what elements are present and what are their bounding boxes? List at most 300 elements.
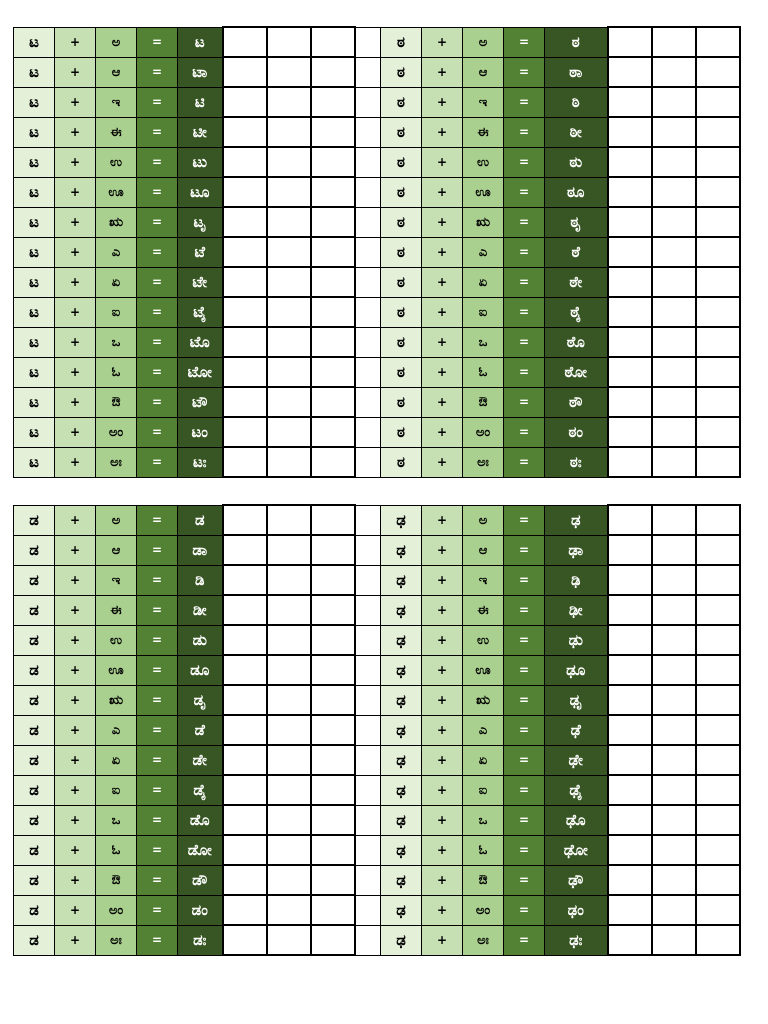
practice-box[interactable]	[652, 117, 696, 147]
practice-box[interactable]	[608, 87, 652, 117]
practice-box[interactable]	[652, 595, 696, 625]
practice-box[interactable]	[311, 655, 355, 685]
practice-box[interactable]	[223, 117, 267, 147]
equals-sign: =	[504, 685, 545, 715]
practice-box[interactable]	[652, 565, 696, 595]
practice-box[interactable]	[311, 177, 355, 207]
practice-box[interactable]	[608, 865, 652, 895]
plus-sign: +	[55, 565, 96, 595]
practice-box[interactable]	[311, 745, 355, 775]
result-cell: ಟೀ	[178, 117, 223, 147]
practice-box[interactable]	[608, 447, 652, 477]
result-cell: ಠಿ	[545, 87, 608, 117]
practice-box[interactable]	[223, 625, 267, 655]
practice-box[interactable]	[311, 447, 355, 477]
practice-box[interactable]	[696, 655, 740, 685]
vowel-cell: ಐ	[463, 775, 504, 805]
consonant-cell: ಟ	[14, 237, 55, 267]
practice-box[interactable]	[652, 177, 696, 207]
practice-box[interactable]	[608, 237, 652, 267]
practice-box[interactable]	[696, 505, 740, 535]
plus-sign: +	[55, 595, 96, 625]
practice-box[interactable]	[311, 835, 355, 865]
consonant-cell: ಠ	[381, 237, 422, 267]
practice-box[interactable]	[652, 655, 696, 685]
practice-box[interactable]	[311, 625, 355, 655]
vowel-cell: ಏ	[463, 745, 504, 775]
practice-box[interactable]	[267, 655, 311, 685]
plus-sign: +	[55, 417, 96, 447]
practice-box[interactable]	[696, 27, 740, 57]
table-row	[14, 57, 740, 87]
practice-box[interactable]	[223, 237, 267, 267]
practice-box[interactable]	[311, 535, 355, 565]
practice-box[interactable]	[267, 297, 311, 327]
practice-box[interactable]	[608, 417, 652, 447]
equals-sign: =	[137, 297, 178, 327]
plus-sign: +	[422, 835, 463, 865]
practice-box[interactable]	[696, 565, 740, 595]
practice-box[interactable]	[696, 387, 740, 417]
vowel-cell: ಔ	[96, 865, 137, 895]
practice-box[interactable]	[267, 27, 311, 57]
practice-box[interactable]	[311, 267, 355, 297]
practice-box[interactable]	[311, 595, 355, 625]
vowel-cell: ಈ	[463, 595, 504, 625]
column-gap	[355, 925, 381, 955]
practice-box[interactable]	[652, 297, 696, 327]
plus-sign: +	[55, 147, 96, 177]
practice-box[interactable]	[696, 895, 740, 925]
practice-box[interactable]	[696, 357, 740, 387]
plus-sign: +	[422, 297, 463, 327]
practice-box[interactable]	[652, 865, 696, 895]
practice-box[interactable]	[608, 655, 652, 685]
table-row	[14, 417, 740, 447]
barakhadi-table-bottom	[13, 504, 741, 956]
table-row	[14, 447, 740, 477]
practice-box[interactable]	[696, 267, 740, 297]
practice-box[interactable]	[696, 805, 740, 835]
column-gap	[355, 387, 381, 417]
column-gap	[355, 745, 381, 775]
practice-box[interactable]	[311, 27, 355, 57]
practice-box[interactable]	[311, 775, 355, 805]
practice-box[interactable]	[223, 447, 267, 477]
practice-box[interactable]	[311, 297, 355, 327]
equals-sign: =	[504, 57, 545, 87]
vowel-cell: ಆ	[463, 535, 504, 565]
result-cell: ಡ	[178, 505, 223, 535]
practice-box[interactable]	[223, 865, 267, 895]
practice-box[interactable]	[311, 117, 355, 147]
result-cell: ಠೇ	[545, 267, 608, 297]
practice-box[interactable]	[267, 715, 311, 745]
column-gap	[355, 207, 381, 237]
practice-box[interactable]	[696, 87, 740, 117]
practice-box[interactable]	[696, 447, 740, 477]
vowel-cell: ಓ	[96, 835, 137, 865]
practice-box[interactable]	[608, 835, 652, 865]
table-row	[14, 357, 740, 387]
practice-box[interactable]	[652, 417, 696, 447]
practice-box[interactable]	[311, 147, 355, 177]
practice-box[interactable]	[267, 835, 311, 865]
plus-sign: +	[55, 237, 96, 267]
plus-sign: +	[55, 805, 96, 835]
practice-box[interactable]	[267, 237, 311, 267]
column-gap	[355, 865, 381, 895]
equals-sign: =	[137, 715, 178, 745]
practice-box[interactable]	[608, 57, 652, 87]
practice-box[interactable]	[652, 535, 696, 565]
practice-box[interactable]	[696, 715, 740, 745]
practice-box[interactable]	[267, 565, 311, 595]
consonant-cell: ಢ	[381, 685, 422, 715]
practice-box[interactable]	[652, 505, 696, 535]
practice-box[interactable]	[267, 267, 311, 297]
result-cell: ಟು	[178, 147, 223, 177]
result-cell: ಡಾ	[178, 535, 223, 565]
practice-box[interactable]	[223, 297, 267, 327]
practice-box[interactable]	[608, 147, 652, 177]
practice-box[interactable]	[652, 775, 696, 805]
practice-box[interactable]	[311, 327, 355, 357]
practice-box[interactable]	[311, 865, 355, 895]
practice-box[interactable]	[267, 625, 311, 655]
practice-box[interactable]	[311, 565, 355, 595]
equals-sign: =	[504, 715, 545, 745]
column-gap	[355, 117, 381, 147]
vowel-cell: ಉ	[96, 625, 137, 655]
practice-box[interactable]	[267, 745, 311, 775]
result-cell: ಟೋ	[178, 357, 223, 387]
plus-sign: +	[55, 535, 96, 565]
table-row	[14, 895, 740, 925]
practice-box[interactable]	[608, 207, 652, 237]
result-cell: ಢೌ	[545, 865, 608, 895]
result-cell: ಡೋ	[178, 835, 223, 865]
equals-sign: =	[504, 447, 545, 477]
result-cell: ಡು	[178, 625, 223, 655]
practice-box[interactable]	[311, 805, 355, 835]
practice-box[interactable]	[696, 745, 740, 775]
equals-sign: =	[137, 655, 178, 685]
practice-box[interactable]	[311, 685, 355, 715]
plus-sign: +	[55, 895, 96, 925]
practice-box[interactable]	[652, 715, 696, 745]
practice-box[interactable]	[696, 57, 740, 87]
practice-box[interactable]	[696, 147, 740, 177]
practice-box[interactable]	[652, 745, 696, 775]
equals-sign: =	[504, 535, 545, 565]
table-row	[14, 267, 740, 297]
vowel-cell: ಋ	[463, 207, 504, 237]
practice-box[interactable]	[608, 805, 652, 835]
practice-box[interactable]	[652, 57, 696, 87]
practice-box[interactable]	[223, 417, 267, 447]
practice-box[interactable]	[311, 387, 355, 417]
result-cell: ಡಃ	[178, 925, 223, 955]
plus-sign: +	[422, 805, 463, 835]
practice-box[interactable]	[608, 505, 652, 535]
practice-box[interactable]	[267, 387, 311, 417]
equals-sign: =	[137, 925, 178, 955]
practice-box[interactable]	[223, 655, 267, 685]
plus-sign: +	[422, 685, 463, 715]
practice-box[interactable]	[267, 177, 311, 207]
vowel-cell: ಏ	[463, 267, 504, 297]
vowel-cell: ಉ	[463, 625, 504, 655]
practice-box[interactable]	[267, 87, 311, 117]
practice-box[interactable]	[267, 685, 311, 715]
practice-box[interactable]	[311, 357, 355, 387]
column-gap	[355, 715, 381, 745]
practice-box[interactable]	[608, 27, 652, 57]
practice-box[interactable]	[267, 895, 311, 925]
plus-sign: +	[422, 147, 463, 177]
vowel-cell: ಏ	[96, 745, 137, 775]
consonant-cell: ಡ	[14, 535, 55, 565]
practice-box[interactable]	[608, 925, 652, 955]
result-cell: ಢೇ	[545, 745, 608, 775]
practice-box[interactable]	[608, 745, 652, 775]
vowel-cell: ಒ	[96, 327, 137, 357]
consonant-cell: ಡ	[14, 895, 55, 925]
plus-sign: +	[422, 447, 463, 477]
practice-box[interactable]	[223, 207, 267, 237]
practice-box[interactable]	[267, 865, 311, 895]
practice-box[interactable]	[267, 417, 311, 447]
practice-box[interactable]	[223, 745, 267, 775]
column-gap	[355, 417, 381, 447]
practice-box[interactable]	[696, 865, 740, 895]
practice-box[interactable]	[267, 447, 311, 477]
practice-box[interactable]	[652, 147, 696, 177]
practice-box[interactable]	[223, 505, 267, 535]
practice-box[interactable]	[223, 27, 267, 57]
practice-box[interactable]	[608, 775, 652, 805]
plus-sign: +	[422, 27, 463, 57]
practice-box[interactable]	[608, 595, 652, 625]
equals-sign: =	[504, 925, 545, 955]
practice-box[interactable]	[696, 625, 740, 655]
practice-box[interactable]	[267, 805, 311, 835]
practice-box[interactable]	[696, 535, 740, 565]
practice-box[interactable]	[608, 297, 652, 327]
practice-box[interactable]	[608, 625, 652, 655]
practice-box[interactable]	[223, 327, 267, 357]
vowel-cell: ಈ	[463, 117, 504, 147]
practice-box[interactable]	[608, 387, 652, 417]
practice-box[interactable]	[223, 147, 267, 177]
practice-box[interactable]	[311, 57, 355, 87]
practice-box[interactable]	[696, 925, 740, 955]
practice-box[interactable]	[608, 117, 652, 147]
practice-box[interactable]	[608, 895, 652, 925]
practice-box[interactable]	[223, 565, 267, 595]
practice-box[interactable]	[223, 267, 267, 297]
consonant-cell: ಟ	[14, 207, 55, 237]
practice-box[interactable]	[311, 417, 355, 447]
practice-box[interactable]	[223, 87, 267, 117]
practice-box[interactable]	[267, 505, 311, 535]
practice-box[interactable]	[267, 925, 311, 955]
practice-box[interactable]	[696, 595, 740, 625]
practice-box[interactable]	[608, 327, 652, 357]
practice-box[interactable]	[652, 27, 696, 57]
practice-box[interactable]	[267, 327, 311, 357]
column-gap	[355, 267, 381, 297]
practice-box[interactable]	[652, 87, 696, 117]
practice-box[interactable]	[696, 417, 740, 447]
table-row	[14, 87, 740, 117]
practice-box[interactable]	[652, 685, 696, 715]
practice-box[interactable]	[696, 775, 740, 805]
practice-box[interactable]	[311, 87, 355, 117]
practice-box[interactable]	[696, 207, 740, 237]
practice-box[interactable]	[311, 505, 355, 535]
practice-box[interactable]	[608, 267, 652, 297]
practice-box[interactable]	[223, 895, 267, 925]
plus-sign: +	[422, 535, 463, 565]
plus-sign: +	[422, 505, 463, 535]
practice-box[interactable]	[267, 207, 311, 237]
equals-sign: =	[137, 625, 178, 655]
equals-sign: =	[137, 895, 178, 925]
vowel-cell: ಊ	[96, 177, 137, 207]
vowel-cell: ಋ	[96, 207, 137, 237]
table-row	[14, 865, 740, 895]
practice-box[interactable]	[652, 357, 696, 387]
column-gap	[355, 177, 381, 207]
practice-box[interactable]	[608, 685, 652, 715]
consonant-cell: ಟ	[14, 417, 55, 447]
vowel-cell: ಐ	[96, 775, 137, 805]
practice-box[interactable]	[652, 805, 696, 835]
equals-sign: =	[504, 267, 545, 297]
consonant-cell: ಡ	[14, 715, 55, 745]
practice-box[interactable]	[223, 925, 267, 955]
result-cell: ಢೊ	[545, 805, 608, 835]
consonant-cell: ಡ	[14, 745, 55, 775]
result-cell: ಟಂ	[178, 417, 223, 447]
practice-box[interactable]	[223, 57, 267, 87]
practice-box[interactable]	[311, 715, 355, 745]
practice-box[interactable]	[223, 357, 267, 387]
practice-box[interactable]	[267, 57, 311, 87]
result-cell: ಡೆ	[178, 715, 223, 745]
result-cell: ಡೃ	[178, 685, 223, 715]
practice-box[interactable]	[223, 177, 267, 207]
consonant-cell: ಠ	[381, 387, 422, 417]
table-row	[14, 27, 740, 57]
practice-box[interactable]	[223, 685, 267, 715]
practice-box[interactable]	[223, 805, 267, 835]
result-cell: ಢೃ	[545, 685, 608, 715]
vowel-cell: ಆ	[463, 57, 504, 87]
vowel-cell: ಅಂ	[96, 895, 137, 925]
column-gap	[355, 565, 381, 595]
practice-box[interactable]	[311, 895, 355, 925]
practice-box[interactable]	[267, 595, 311, 625]
column-gap	[355, 895, 381, 925]
vowel-cell: ಏ	[96, 267, 137, 297]
result-cell: ಢಿ	[545, 565, 608, 595]
practice-box[interactable]	[652, 625, 696, 655]
equals-sign: =	[504, 865, 545, 895]
practice-box[interactable]	[223, 835, 267, 865]
practice-box[interactable]	[696, 177, 740, 207]
practice-box[interactable]	[652, 237, 696, 267]
practice-box[interactable]	[267, 357, 311, 387]
practice-box[interactable]	[223, 715, 267, 745]
practice-box[interactable]	[652, 387, 696, 417]
result-cell: ಡಂ	[178, 895, 223, 925]
practice-box[interactable]	[223, 775, 267, 805]
practice-box[interactable]	[311, 237, 355, 267]
result-cell: ಡೀ	[178, 595, 223, 625]
practice-box[interactable]	[223, 387, 267, 417]
equals-sign: =	[504, 87, 545, 117]
plus-sign: +	[55, 835, 96, 865]
consonant-cell: ಠ	[381, 117, 422, 147]
practice-box[interactable]	[696, 835, 740, 865]
vowel-cell: ಉ	[463, 147, 504, 177]
practice-box[interactable]	[652, 207, 696, 237]
practice-box[interactable]	[267, 775, 311, 805]
practice-box[interactable]	[696, 327, 740, 357]
practice-box[interactable]	[652, 447, 696, 477]
practice-box[interactable]	[652, 895, 696, 925]
column-gap	[355, 297, 381, 327]
practice-box[interactable]	[652, 267, 696, 297]
column-gap	[355, 447, 381, 477]
vowel-cell: ಔ	[463, 387, 504, 417]
table-row	[14, 505, 740, 535]
practice-box[interactable]	[608, 535, 652, 565]
practice-box[interactable]	[696, 237, 740, 267]
practice-box[interactable]	[696, 685, 740, 715]
consonant-cell: ಡ	[14, 865, 55, 895]
plus-sign: +	[422, 177, 463, 207]
practice-box[interactable]	[267, 117, 311, 147]
table-row	[14, 297, 740, 327]
result-cell: ಟೌ	[178, 387, 223, 417]
practice-box[interactable]	[652, 925, 696, 955]
practice-box[interactable]	[311, 925, 355, 955]
practice-box[interactable]	[696, 117, 740, 147]
practice-box[interactable]	[311, 207, 355, 237]
practice-box[interactable]	[652, 327, 696, 357]
practice-box[interactable]	[267, 147, 311, 177]
practice-box[interactable]	[608, 715, 652, 745]
practice-box[interactable]	[608, 565, 652, 595]
practice-box[interactable]	[223, 595, 267, 625]
practice-box[interactable]	[608, 357, 652, 387]
result-cell: ಢಾ	[545, 535, 608, 565]
result-cell: ಟೇ	[178, 267, 223, 297]
result-cell: ಟಿ	[178, 87, 223, 117]
consonant-cell: ಠ	[381, 87, 422, 117]
plus-sign: +	[55, 87, 96, 117]
practice-box[interactable]	[608, 177, 652, 207]
practice-box[interactable]	[652, 835, 696, 865]
consonant-cell: ಟ	[14, 447, 55, 477]
practice-box[interactable]	[696, 297, 740, 327]
practice-box[interactable]	[223, 535, 267, 565]
practice-box[interactable]	[267, 535, 311, 565]
